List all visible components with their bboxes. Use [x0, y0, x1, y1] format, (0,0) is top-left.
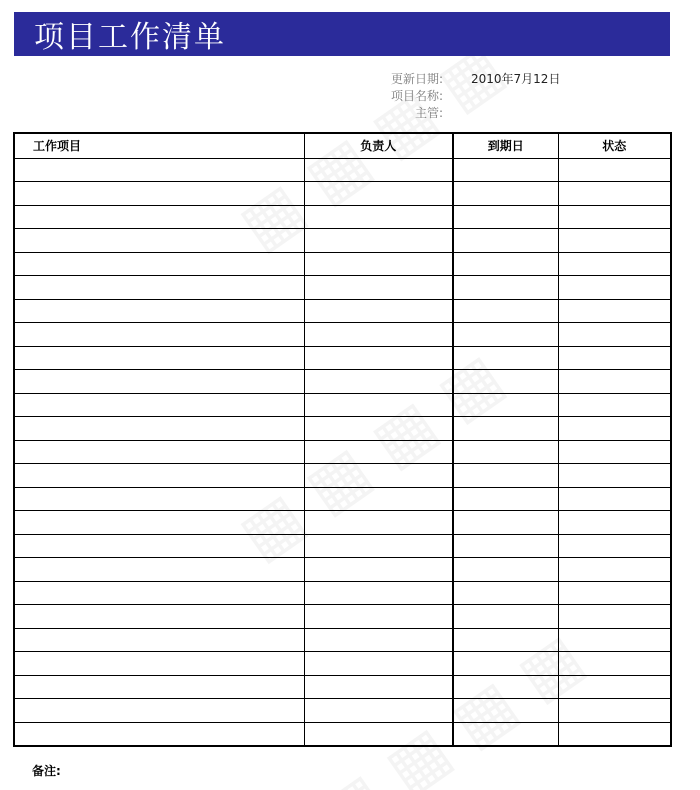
owner-cell[interactable] [304, 487, 453, 511]
due-date-cell[interactable] [453, 605, 558, 629]
meta-row-updated [300, 71, 600, 88]
status-cell[interactable] [558, 581, 671, 605]
table-body [14, 158, 671, 746]
manager-label: 主管: [414, 106, 443, 120]
owner-cell[interactable] [304, 158, 453, 182]
table-row [14, 675, 671, 699]
task-cell[interactable] [14, 252, 304, 276]
due-date-cell[interactable] [453, 417, 558, 441]
table-row [14, 534, 671, 558]
due-date-cell[interactable] [453, 299, 558, 323]
meta-row-manager [300, 105, 600, 122]
owner-cell[interactable] [304, 534, 453, 558]
manager-value[interactable] [443, 105, 471, 122]
meta-info [300, 71, 600, 122]
due-date-cell[interactable] [453, 346, 558, 370]
status-cell[interactable] [558, 393, 671, 417]
status-cell[interactable] [558, 370, 671, 394]
status-cell[interactable] [558, 558, 671, 582]
status-cell[interactable] [558, 722, 671, 746]
task-cell[interactable] [14, 511, 304, 535]
table-row [14, 276, 671, 300]
task-cell[interactable] [14, 323, 304, 347]
due-date-cell[interactable] [453, 229, 558, 253]
due-date-cell[interactable] [453, 464, 558, 488]
status-cell[interactable] [558, 534, 671, 558]
meta-row-project [300, 88, 600, 105]
table-row [14, 252, 671, 276]
table-row [14, 722, 671, 746]
task-cell[interactable] [14, 558, 304, 582]
due-date-cell[interactable] [453, 487, 558, 511]
column-header-status: 状态 [558, 133, 671, 158]
status-cell[interactable] [558, 417, 671, 441]
task-cell[interactable] [14, 722, 304, 746]
column-header-task: 工作项目 [14, 133, 304, 158]
table-row [14, 205, 671, 229]
owner-cell[interactable] [304, 205, 453, 229]
owner-cell[interactable] [304, 558, 453, 582]
status-cell[interactable] [558, 511, 671, 535]
owner-cell[interactable] [304, 652, 453, 676]
due-date-cell[interactable] [453, 182, 558, 206]
owner-cell[interactable] [304, 440, 453, 464]
due-date-cell[interactable] [453, 252, 558, 276]
task-cell[interactable] [14, 205, 304, 229]
owner-cell[interactable] [304, 276, 453, 300]
status-cell[interactable] [558, 299, 671, 323]
status-cell[interactable] [558, 323, 671, 347]
task-cell[interactable] [14, 487, 304, 511]
status-cell[interactable] [558, 229, 671, 253]
status-cell[interactable] [558, 252, 671, 276]
updated-label: 更新日期: [390, 72, 443, 86]
status-cell[interactable] [558, 605, 671, 629]
status-cell[interactable] [558, 440, 671, 464]
owner-cell[interactable] [304, 299, 453, 323]
table-header-row [14, 133, 671, 158]
due-date-cell[interactable] [453, 440, 558, 464]
task-cell[interactable] [14, 464, 304, 488]
project-name-label: 项目名称: [390, 89, 443, 103]
column-header-due-date: 到期日 [453, 133, 558, 158]
owner-cell[interactable] [304, 464, 453, 488]
table-row [14, 652, 671, 676]
due-date-cell[interactable] [453, 393, 558, 417]
owner-cell[interactable] [304, 417, 453, 441]
table-row [14, 487, 671, 511]
due-date-cell[interactable] [453, 675, 558, 699]
due-date-cell[interactable] [453, 558, 558, 582]
task-cell[interactable] [14, 675, 304, 699]
table-row [14, 346, 671, 370]
table-row [14, 605, 671, 629]
owner-cell[interactable] [304, 722, 453, 746]
task-cell[interactable] [14, 158, 304, 182]
table-row [14, 323, 671, 347]
project-name-value[interactable] [443, 88, 471, 105]
due-date-cell[interactable] [453, 276, 558, 300]
task-cell[interactable] [14, 346, 304, 370]
due-date-cell[interactable] [453, 722, 558, 746]
due-date-cell[interactable] [453, 370, 558, 394]
status-cell[interactable] [558, 628, 671, 652]
table-row [14, 511, 671, 535]
due-date-cell[interactable] [453, 205, 558, 229]
status-cell[interactable] [558, 464, 671, 488]
owner-cell[interactable] [304, 346, 453, 370]
task-cell[interactable] [14, 229, 304, 253]
table-row [14, 393, 671, 417]
task-cell[interactable] [14, 440, 304, 464]
task-cell[interactable] [14, 182, 304, 206]
due-date-cell[interactable] [453, 699, 558, 723]
table-row [14, 370, 671, 394]
due-date-cell[interactable] [453, 652, 558, 676]
due-date-cell[interactable] [453, 581, 558, 605]
due-date-cell[interactable] [453, 534, 558, 558]
table-row [14, 699, 671, 723]
task-cell[interactable] [14, 393, 304, 417]
task-cell[interactable] [14, 299, 304, 323]
status-cell[interactable] [558, 276, 671, 300]
table-row [14, 299, 671, 323]
page-title: 项目工作清单 [34, 20, 226, 55]
due-date-cell[interactable] [453, 628, 558, 652]
task-cell[interactable] [14, 276, 304, 300]
owner-cell[interactable] [304, 323, 453, 347]
column-header-owner: 负责人 [304, 133, 453, 158]
table-row [14, 158, 671, 182]
status-cell[interactable] [558, 699, 671, 723]
owner-cell[interactable] [304, 229, 453, 253]
owner-cell[interactable] [304, 605, 453, 629]
owner-cell[interactable] [304, 628, 453, 652]
status-cell[interactable] [558, 675, 671, 699]
table-row [14, 182, 671, 206]
owner-cell[interactable] [304, 182, 453, 206]
table-row [14, 628, 671, 652]
owner-cell[interactable] [304, 393, 453, 417]
status-cell[interactable] [558, 205, 671, 229]
updated-value[interactable]: 2010年7月12日 [471, 72, 561, 86]
table-row [14, 440, 671, 464]
status-cell[interactable] [558, 346, 671, 370]
owner-cell[interactable] [304, 252, 453, 276]
table-row [14, 464, 671, 488]
table-row [14, 417, 671, 441]
task-cell[interactable] [14, 699, 304, 723]
notes-label: 备注: [32, 764, 61, 778]
owner-cell[interactable] [304, 675, 453, 699]
status-cell[interactable] [558, 182, 671, 206]
table-row [14, 558, 671, 582]
task-cell[interactable] [14, 370, 304, 394]
due-date-cell[interactable] [453, 511, 558, 535]
owner-cell[interactable] [304, 699, 453, 723]
due-date-cell[interactable] [453, 158, 558, 182]
owner-cell[interactable] [304, 581, 453, 605]
table-row [14, 229, 671, 253]
task-table [13, 132, 672, 747]
task-cell[interactable] [14, 417, 304, 441]
due-date-cell[interactable] [453, 323, 558, 347]
owner-cell[interactable] [304, 370, 453, 394]
task-cell[interactable] [14, 581, 304, 605]
owner-cell[interactable] [304, 511, 453, 535]
task-cell[interactable] [14, 652, 304, 676]
table-row [14, 581, 671, 605]
status-cell[interactable] [558, 158, 671, 182]
status-cell[interactable] [558, 652, 671, 676]
title-bar [14, 12, 670, 56]
task-cell[interactable] [14, 605, 304, 629]
task-cell[interactable] [14, 534, 304, 558]
status-cell[interactable] [558, 487, 671, 511]
task-cell[interactable] [14, 628, 304, 652]
